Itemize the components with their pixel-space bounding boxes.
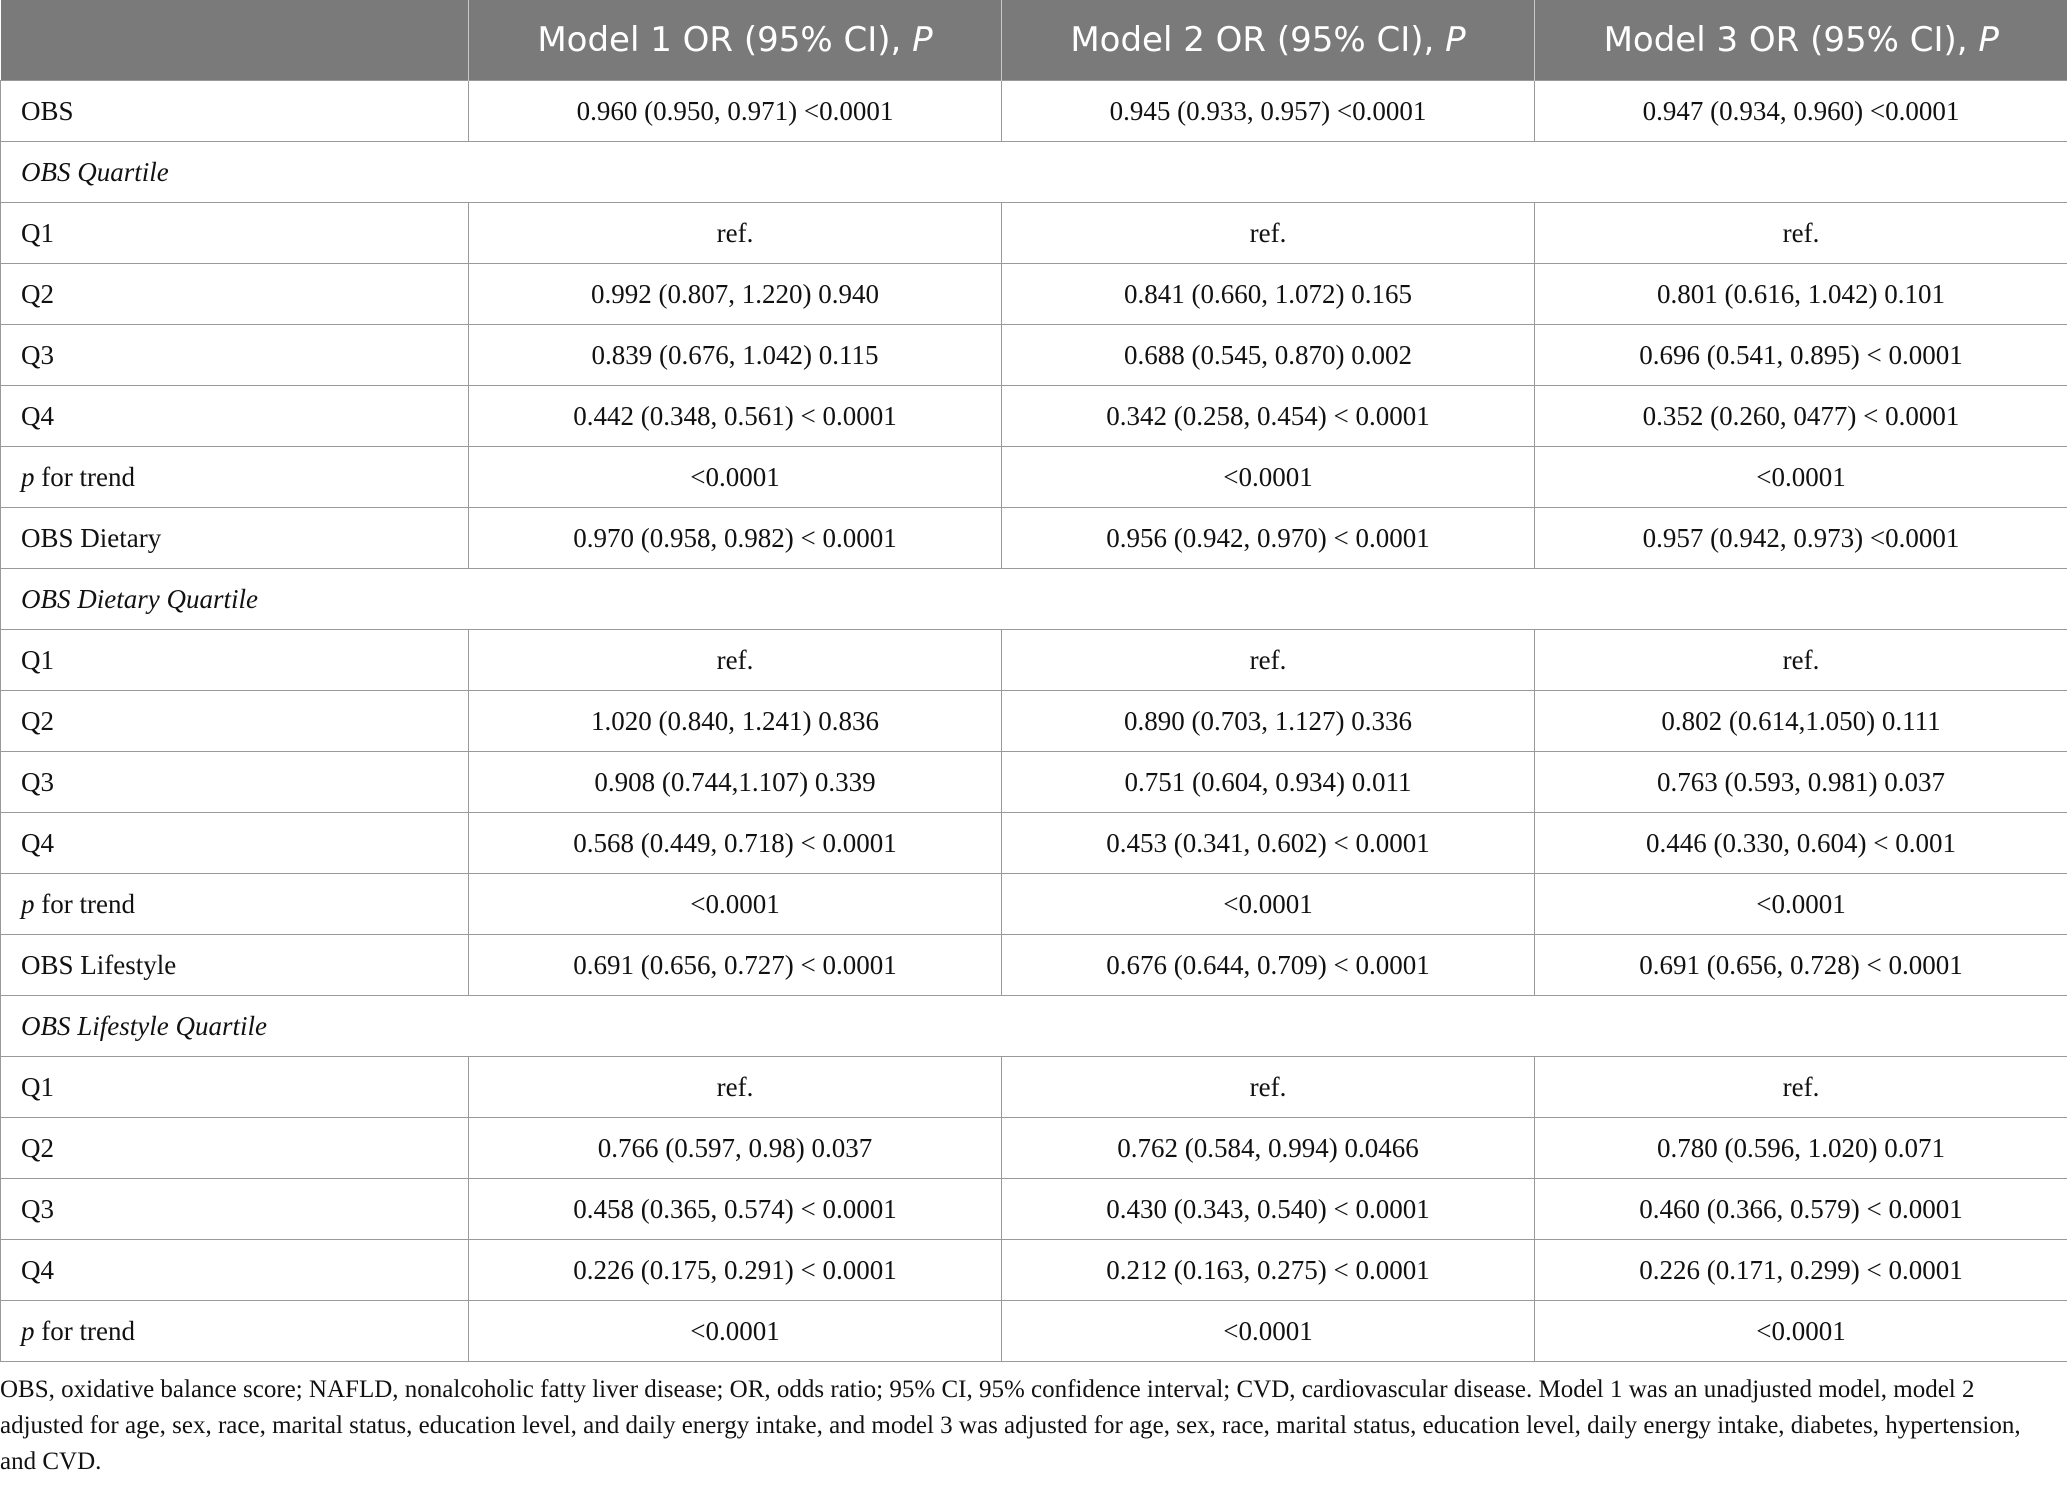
- cell-model-3: 0.801 (0.616, 1.042) 0.101: [1535, 264, 2067, 325]
- row-label: [1, 1301, 469, 1362]
- row-label: Q1: [1, 1057, 469, 1118]
- cell-model-2: 0.956 (0.942, 0.970) < 0.0001: [1002, 508, 1535, 569]
- row-label: OBS Dietary: [1, 508, 469, 569]
- cell-model-1: <0.0001: [469, 447, 1002, 508]
- table-row: [1, 508, 2067, 569]
- cell-model-2: 0.430 (0.343, 0.540) < 0.0001: [1002, 1179, 1535, 1240]
- cell-model-2: 0.751 (0.604, 0.934) 0.011: [1002, 752, 1535, 813]
- cell-model-2: ref.: [1002, 630, 1535, 691]
- row-label-italic: p: [21, 888, 35, 919]
- cell-model-2: ref.: [1002, 1057, 1535, 1118]
- row-label: Q2: [1, 264, 469, 325]
- cell-model-2: 0.688 (0.545, 0.870) 0.002: [1002, 325, 1535, 386]
- section-row: [1, 142, 2067, 203]
- cell-model-2: 0.342 (0.258, 0.454) < 0.0001: [1002, 386, 1535, 447]
- section-title: OBS Dietary Quartile: [1, 569, 2067, 630]
- table-row: [1, 1301, 2067, 1362]
- cell-model-1: <0.0001: [469, 874, 1002, 935]
- table-row: [1, 325, 2067, 386]
- row-label: Q3: [1, 752, 469, 813]
- table-row: [1, 752, 2067, 813]
- cell-model-2: <0.0001: [1002, 447, 1535, 508]
- table-body: [1, 81, 2067, 1362]
- cell-model-3: 0.691 (0.656, 0.728) < 0.0001: [1535, 935, 2067, 996]
- cell-model-3: 0.460 (0.366, 0.579) < 0.0001: [1535, 1179, 2067, 1240]
- cell-model-1: ref.: [469, 1057, 1002, 1118]
- section-title: OBS Quartile: [1, 142, 2067, 203]
- cell-model-3: ref.: [1535, 203, 2067, 264]
- cell-model-1: 0.458 (0.365, 0.574) < 0.0001: [469, 1179, 1002, 1240]
- header-model-1: Model 1 OR (95% CI), P: [469, 0, 1002, 81]
- table-row: [1, 203, 2067, 264]
- cell-model-3: ref.: [1535, 1057, 2067, 1118]
- cell-model-1: 0.960 (0.950, 0.971) <0.0001: [469, 81, 1002, 142]
- section-row: [1, 569, 2067, 630]
- table-row: [1, 264, 2067, 325]
- table-row: [1, 81, 2067, 142]
- cell-model-3: 0.446 (0.330, 0.604) < 0.001: [1535, 813, 2067, 874]
- row-label: Q3: [1, 1179, 469, 1240]
- table-row: [1, 630, 2067, 691]
- cell-model-1: 0.992 (0.807, 1.220) 0.940: [469, 264, 1002, 325]
- table-row: [1, 813, 2067, 874]
- table-header-row: [1, 0, 2067, 81]
- row-label: OBS Lifestyle: [1, 935, 469, 996]
- cell-model-2: 0.453 (0.341, 0.602) < 0.0001: [1002, 813, 1535, 874]
- row-label-rest: for trend: [34, 888, 135, 919]
- cell-model-1: ref.: [469, 630, 1002, 691]
- cell-model-2: 0.762 (0.584, 0.994) 0.0466: [1002, 1118, 1535, 1179]
- row-label: Q2: [1, 1118, 469, 1179]
- section-row: [1, 996, 2067, 1057]
- cell-model-1: 0.839 (0.676, 1.042) 0.115: [469, 325, 1002, 386]
- cell-model-1: 0.691 (0.656, 0.727) < 0.0001: [469, 935, 1002, 996]
- cell-model-3: 0.696 (0.541, 0.895) < 0.0001: [1535, 325, 2067, 386]
- table-row: [1, 691, 2067, 752]
- row-label: [1, 874, 469, 935]
- row-label: Q4: [1, 813, 469, 874]
- cell-model-3: 0.763 (0.593, 0.981) 0.037: [1535, 752, 2067, 813]
- row-label-rest: for trend: [34, 461, 135, 492]
- cell-model-1: ref.: [469, 203, 1002, 264]
- cell-model-3: 0.802 (0.614,1.050) 0.111: [1535, 691, 2067, 752]
- cell-model-3: 0.780 (0.596, 1.020) 0.071: [1535, 1118, 2067, 1179]
- row-label: Q2: [1, 691, 469, 752]
- table-row: [1, 1057, 2067, 1118]
- cell-model-2: 0.212 (0.163, 0.275) < 0.0001: [1002, 1240, 1535, 1301]
- table-row: [1, 874, 2067, 935]
- cell-model-3: 0.957 (0.942, 0.973) <0.0001: [1535, 508, 2067, 569]
- cell-model-1: <0.0001: [469, 1301, 1002, 1362]
- cell-model-2: <0.0001: [1002, 874, 1535, 935]
- row-label: Q4: [1, 1240, 469, 1301]
- cell-model-2: 0.945 (0.933, 0.957) <0.0001: [1002, 81, 1535, 142]
- cell-model-2: 0.676 (0.644, 0.709) < 0.0001: [1002, 935, 1535, 996]
- row-label-italic: p: [21, 1315, 35, 1346]
- cell-model-1: 0.226 (0.175, 0.291) < 0.0001: [469, 1240, 1002, 1301]
- cell-model-2: <0.0001: [1002, 1301, 1535, 1362]
- table-footnote: OBS, oxidative balance score; NAFLD, nonalcoholic fatty liver disease; OR, odds ratio; 95% CI, 95% confidence interval; CVD, cardiovascular disease. Model 1 was an unadjusted model, model 2 adjusted for age, sex, race, marital status, education level, and daily energy intake, and model 3 was adjusted for age, sex, race, marital status, education level, daily energy intake, diabetes, hypertension, and CVD.: [0, 1376, 2021, 1475]
- section-title: OBS Lifestyle Quartile: [1, 996, 2067, 1057]
- row-label: [1, 447, 469, 508]
- row-label: Q3: [1, 325, 469, 386]
- cell-model-3: ref.: [1535, 630, 2067, 691]
- cell-model-1: 0.442 (0.348, 0.561) < 0.0001: [469, 386, 1002, 447]
- row-label: Q4: [1, 386, 469, 447]
- cell-model-1: 0.908 (0.744,1.107) 0.339: [469, 752, 1002, 813]
- header-model-3: Model 3 OR (95% CI), P: [1535, 0, 2067, 81]
- table-row: [1, 447, 2067, 508]
- row-label-italic: p: [21, 461, 35, 492]
- cell-model-3: 0.226 (0.171, 0.299) < 0.0001: [1535, 1240, 2067, 1301]
- cell-model-2: ref.: [1002, 203, 1535, 264]
- cell-model-3: <0.0001: [1535, 447, 2067, 508]
- table-row: [1, 935, 2067, 996]
- cell-model-1: 0.568 (0.449, 0.718) < 0.0001: [469, 813, 1002, 874]
- cell-model-3: 0.947 (0.934, 0.960) <0.0001: [1535, 81, 2067, 142]
- header-blank: [1, 0, 469, 81]
- row-label: Q1: [1, 203, 469, 264]
- cell-model-3: <0.0001: [1535, 1301, 2067, 1362]
- cell-model-1: 0.970 (0.958, 0.982) < 0.0001: [469, 508, 1002, 569]
- cell-model-1: 1.020 (0.840, 1.241) 0.836: [469, 691, 1002, 752]
- cell-model-2: 0.841 (0.660, 1.072) 0.165: [1002, 264, 1535, 325]
- table-row: [1, 1240, 2067, 1301]
- row-label: OBS: [1, 81, 469, 142]
- row-label: Q1: [1, 630, 469, 691]
- cell-model-2: 0.890 (0.703, 1.127) 0.336: [1002, 691, 1535, 752]
- table-row: [1, 1118, 2067, 1179]
- table-row: [1, 1179, 2067, 1240]
- header-model-2: Model 2 OR (95% CI), P: [1002, 0, 1535, 81]
- cell-model-3: 0.352 (0.260, 0477) < 0.0001: [1535, 386, 2067, 447]
- cell-model-1: 0.766 (0.597, 0.98) 0.037: [469, 1118, 1002, 1179]
- table-row: [1, 386, 2067, 447]
- row-label-rest: for trend: [34, 1315, 135, 1346]
- cell-model-3: <0.0001: [1535, 874, 2067, 935]
